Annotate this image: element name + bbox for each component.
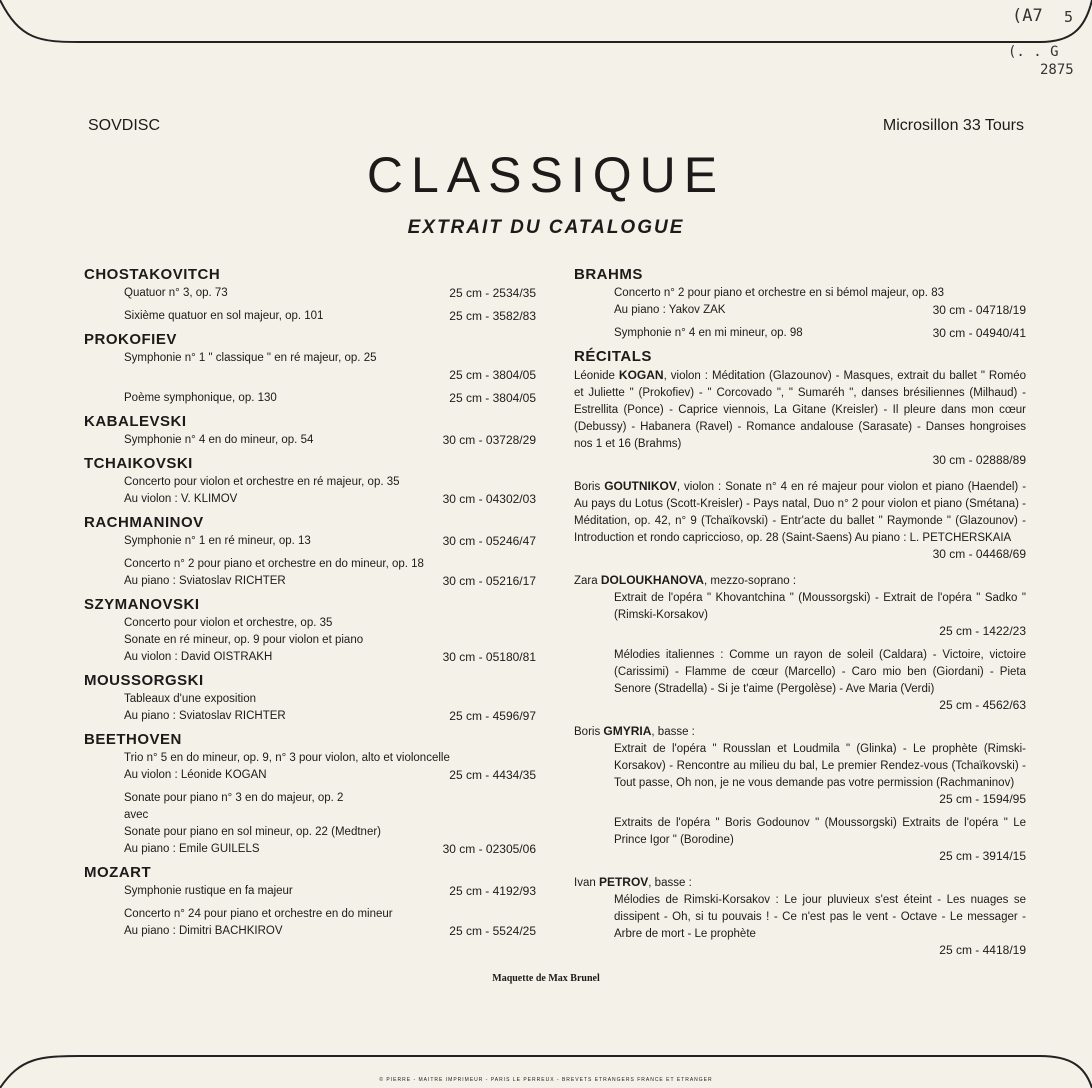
- work-line: Symphonie n° 1 " classique " en ré majeur, op. 25: [124, 352, 377, 364]
- composer-name: CHOSTAKOVITCH: [84, 266, 221, 283]
- recital-block: [574, 478, 1026, 564]
- design-credit: Maquette de Max Brunel: [492, 973, 600, 984]
- record-reference: 30 cm - 05216/17: [442, 574, 536, 588]
- work-line: Tableaux d'une exposition: [124, 693, 256, 705]
- recital-program: Mélodies italiennes : Comme un rayon de soleil (Caldara) - Victoire, victoire (Carissimi) - Flamme de cœur (Marcello) - Caro mio ben (Giordani) - Pieta Senore (Stradella) - Si je t'aime (Pergolèse) - Ave Maria (Verdi): [614, 649, 1026, 695]
- top-edge-curve: [0, 0, 1092, 50]
- record-reference: 25 cm - 3804/05: [449, 368, 536, 382]
- page-subtitle: EXTRAIT DU CATALOGUE: [407, 217, 685, 238]
- recital-program: Méditation (Glazounov) - Masques, extrait du ballet " Roméo et Juliette " (Prokofiev) - " Corcovado ", " Sumaréh ", danses brésiliennes (Milhaud) - Estrellita (Ponce) - Caprice viennois, La Gitane (Kreisler) - Il pleure dans mon cœur (Debussy) - Habanera (Ravel) - Romance andalouse (Sarasate) - Danses hongroises nos 1 et 16 (Brahms): [574, 370, 1026, 450]
- recital-ref-line: [614, 792, 1026, 809]
- work-entry: [124, 906, 536, 940]
- catalogue-left-column: [84, 262, 536, 946]
- work-entry: [124, 285, 536, 302]
- record-reference: 25 cm - 1422/23: [939, 624, 1026, 638]
- work-line: Au piano : Sviatoslav RICHTER 25 cm - 4596/97: [124, 709, 536, 723]
- work-entry: [124, 691, 536, 725]
- work-line: Au piano : Sviatoslav RICHTER 30 cm - 05216/17: [124, 574, 536, 588]
- recital-ref-line: [614, 943, 1026, 960]
- composer-section: [84, 413, 536, 449]
- artist-role: , violon :: [663, 370, 708, 382]
- recital-block: [574, 892, 1026, 960]
- work-line: [124, 367, 536, 384]
- work-entry: [124, 883, 536, 900]
- artist-role: , basse :: [648, 877, 692, 889]
- work-line: Trio n° 5 en do mineur, op. 9, n° 3 pour violon, alto et violoncelle: [124, 752, 450, 764]
- label-format: Microsillon 33 Tours: [882, 117, 1024, 134]
- recital-text: [614, 741, 1026, 792]
- recital-text: [574, 478, 1026, 547]
- record-reference: 30 cm - 02305/06: [442, 842, 536, 856]
- recital-program: Sonate n° 4 en ré majeur pour violon et piano (Haendel) - Au pays du Lotus (Scott-Kreisler) - Pays natal, Duo n° 2 pour violon et piano (Smétana) - Méditation, op. 42, n° 9 (Tchaïkovski) - Entr'acte du ballet " Raymonde " (Glazounov) - Introduction et rondo capriccioso, op. 28 (Saint-Saens) Au piano : L. PETCHERSKAIA: [574, 481, 1027, 544]
- work-line: Concerto n° 2 pour piano et orchestre en do mineur, op. 18: [124, 558, 424, 570]
- recital-entry: [574, 874, 1026, 960]
- recital-text: [614, 590, 1026, 624]
- composer-section: [84, 455, 536, 508]
- recital-ref-line: [614, 698, 1026, 715]
- recital-artist: [574, 572, 1026, 590]
- artist-last-name: DOLOUKHANOVA: [600, 573, 704, 587]
- record-reference: 30 cm - 04302/03: [442, 492, 536, 506]
- work-entry: [124, 615, 536, 666]
- work-entry: [124, 474, 536, 508]
- work-line: Au violon : Léonide KOGAN 25 cm - 4434/35: [124, 768, 536, 782]
- handwritten-mark: 5: [1064, 8, 1074, 26]
- printer-line: © PIERRE - MAITRE IMPRIMEUR - PARIS LE PERREUX - BREVETS ETRANGERS FRANCE ET ETRANGER: [379, 1077, 713, 1083]
- work-line: Symphonie n° 4 en mi mineur, op. 98 30 cm - 04940/41: [614, 326, 1026, 340]
- work-entry: [124, 533, 536, 550]
- work-entry: [124, 750, 536, 784]
- composer-section: [84, 731, 536, 858]
- composer-section: [84, 672, 536, 725]
- work-line: Concerto pour violon et orchestre en ré majeur, op. 35: [124, 476, 400, 488]
- work-line: Concerto n° 24 pour piano et orchestre en do mineur: [124, 908, 393, 920]
- composer-section: [84, 331, 536, 407]
- artist-role: , mezzo-soprano :: [703, 575, 797, 587]
- composer-section: [84, 514, 536, 590]
- recital-program: Extraits de l'opéra " Boris Godounov " (Moussorgski) Extraits de l'opéra " Le Prince Igor " (Borodine): [614, 817, 1026, 846]
- work-line: Poème symphonique, op. 130 25 cm - 3804/05: [124, 391, 536, 405]
- work-line: avec: [124, 809, 149, 821]
- record-reference: 25 cm - 4192/93: [449, 884, 536, 898]
- recital-text: [574, 367, 1026, 453]
- recital-ref-line: [614, 849, 1026, 866]
- composer-name: MOZART: [84, 864, 152, 881]
- record-reference: 25 cm - 3914/15: [939, 849, 1026, 863]
- composer-section: [84, 596, 536, 666]
- artist-last-name: GMYRIA: [603, 724, 652, 738]
- recital-block: [574, 647, 1026, 715]
- recital-entry: [574, 572, 1026, 715]
- composer-section: [84, 864, 536, 940]
- handwritten-mark: (. . G: [1008, 44, 1059, 60]
- artist-role: , basse :: [651, 726, 695, 738]
- artist-first-name: Boris: [574, 726, 601, 738]
- work-entry: [124, 556, 536, 590]
- composer-name: BRAHMS: [574, 266, 643, 283]
- record-reference: 30 cm - 04718/19: [932, 303, 1026, 317]
- work-line: Au piano : Yakov ZAK 30 cm - 04718/19: [614, 303, 1026, 317]
- recital-program: Mélodies de Rimski-Korsakov : Le jour pluvieux s'est éteint - Les nuages se dissipent - Oh, si tu pouvais ! - Ce n'est pas le vent - Octave - Le messager - Arbre de mort - Le prophète: [614, 894, 1026, 940]
- record-reference: 30 cm - 04940/41: [932, 326, 1026, 340]
- record-reference: 25 cm - 4562/63: [939, 698, 1026, 712]
- artist-first-name: Léonide: [574, 370, 615, 382]
- work-line: Sonate pour piano n° 3 en do majeur, op. 2: [124, 792, 344, 804]
- label-sovdisc: SOVDISC: [88, 117, 161, 134]
- work-entry: [614, 325, 1026, 342]
- work-line: Concerto n° 2 pour piano et orchestre en si bémol majeur, op. 83: [614, 287, 944, 299]
- composer-name: BEETHOVEN: [84, 731, 182, 748]
- recital-ref-line: [574, 547, 1026, 564]
- artist-last-name: GOUTNIKOV: [604, 479, 677, 493]
- recital-text: [614, 815, 1026, 849]
- work-entry: [614, 285, 1026, 319]
- composer-name: TCHAIKOVSKI: [84, 455, 193, 472]
- record-reference: 30 cm - 02888/89: [932, 453, 1026, 467]
- record-reference: 30 cm - 04468/69: [932, 547, 1026, 561]
- handwritten-mark: (A7: [1012, 6, 1043, 26]
- work-line: Au piano : Emile GUILELS 30 cm - 02305/06: [124, 842, 536, 856]
- composer-section: [84, 266, 536, 325]
- record-reference: 25 cm - 4596/97: [449, 709, 536, 723]
- work-line: Symphonie n° 4 en do mineur, op. 54 30 cm - 03728/29: [124, 433, 536, 447]
- recital-artist: [574, 723, 1026, 741]
- work-entry: [124, 350, 536, 384]
- work-line: Symphonie n° 1 en ré mineur, op. 13 30 cm - 05246/47: [124, 534, 536, 548]
- recital-block: [574, 367, 1026, 470]
- artist-first-name: Ivan: [574, 877, 596, 889]
- recital-text: [614, 892, 1026, 943]
- artist-last-name: PETROV: [598, 875, 649, 889]
- composer-name: PROKOFIEV: [84, 331, 177, 348]
- work-line: Au violon : V. KLIMOV 30 cm - 04302/03: [124, 492, 536, 506]
- recital-block: [574, 741, 1026, 809]
- recital-program: Extrait de l'opéra " Rousslan et Loudmila " (Glinka) - Le prophète (Rimski-Korsakov) - Rencontre au milieu du bal, Le premier Rendez-vous (Tchaïkovski) - Tout passe, Oh non, je ne vous demande pas votre permission (Rachmaninov): [614, 743, 1026, 789]
- work-entry: [124, 432, 536, 449]
- work-line: Sonate pour piano en sol mineur, op. 22 (Medtner): [124, 826, 381, 838]
- artist-first-name: Boris: [574, 481, 601, 493]
- artist-first-name: Zara: [574, 575, 598, 587]
- recital-ref-line: [574, 453, 1026, 470]
- recital-entry: [574, 367, 1026, 470]
- artist-role: , violon :: [676, 481, 722, 493]
- composer-name: RACHMANINOV: [84, 514, 204, 531]
- record-reference: 25 cm - 2534/35: [449, 286, 536, 300]
- recital-program: Extrait de l'opéra " Khovantchina " (Moussorgski) - Extrait de l'opéra " Sadko " (Rimski-Korsakov): [614, 592, 1026, 621]
- record-reference: 25 cm - 1594/95: [939, 792, 1026, 806]
- work-entry: [124, 308, 536, 325]
- recital-entry: [574, 723, 1026, 866]
- record-reference: 25 cm - 3582/83: [449, 309, 536, 323]
- record-reference: 30 cm - 03728/29: [442, 433, 536, 447]
- recitals-heading: RÉCITALS: [574, 348, 652, 365]
- catalogue-right-column: [574, 262, 1026, 968]
- composer-name: KABALEVSKI: [84, 413, 187, 430]
- recital-ref-line: [614, 624, 1026, 641]
- work-line: Concerto pour violon et orchestre, op. 35: [124, 617, 333, 629]
- record-reference: 30 cm - 05180/81: [442, 650, 536, 664]
- work-entry: [124, 390, 536, 407]
- page-title: CLASSIQUE: [366, 147, 726, 203]
- composer-name: MOUSSORGSKI: [84, 672, 204, 689]
- work-line: Symphonie rustique en fa majeur 25 cm - 4192/93: [124, 884, 536, 898]
- artist-last-name: KOGAN: [618, 368, 664, 382]
- composer-section: [574, 266, 1026, 342]
- recital-artist: [574, 874, 1026, 892]
- record-reference: 30 cm - 05246/47: [442, 534, 536, 548]
- recital-block: [574, 815, 1026, 866]
- record-reference: 25 cm - 5524/25: [449, 924, 536, 938]
- composer-name: SZYMANOVSKI: [84, 596, 200, 613]
- record-reference: 25 cm - 3804/05: [449, 391, 536, 405]
- recital-block: [574, 590, 1026, 641]
- handwritten-mark: 2875: [1040, 62, 1074, 78]
- work-line: Sixième quatuor en sol majeur, op. 101 25 cm - 3582/83: [124, 309, 536, 323]
- work-line: Au piano : Dimitri BACHKIROV 25 cm - 5524/25: [124, 924, 536, 938]
- record-reference: 25 cm - 4434/35: [449, 768, 536, 782]
- work-line: Quatuor n° 3, op. 73 25 cm - 2534/35: [124, 286, 536, 300]
- work-entry: [124, 790, 536, 858]
- work-line: Au violon : David OISTRAKH 30 cm - 05180/81: [124, 650, 536, 664]
- work-line: Sonate en ré mineur, op. 9 pour violon et piano: [124, 634, 364, 646]
- record-reference: 25 cm - 4418/19: [939, 943, 1026, 957]
- recital-entry: [574, 478, 1026, 564]
- recital-text: [614, 647, 1026, 698]
